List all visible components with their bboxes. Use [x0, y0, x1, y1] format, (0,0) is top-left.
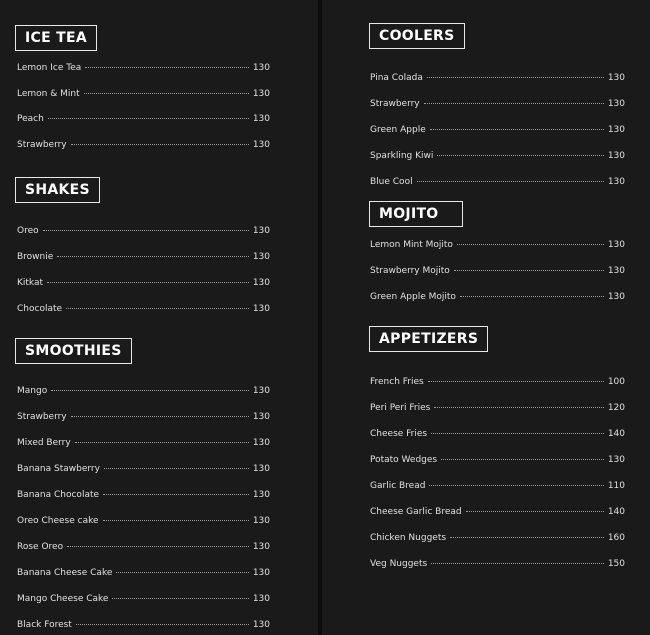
item-price: 130: [252, 412, 270, 422]
dot-leader: [76, 624, 249, 625]
item-price: 130: [252, 620, 270, 630]
dot-leader: [43, 230, 249, 231]
item-price: 130: [607, 151, 625, 161]
item-name: Potato Wedges: [370, 455, 438, 465]
item-name: Pina Colada: [370, 73, 423, 83]
dot-leader: [84, 93, 249, 94]
item-price: 130: [252, 464, 270, 474]
menu-item-lemon-mint: [17, 88, 270, 100]
item-name: Lemon & Mint: [17, 89, 80, 99]
item-price: 130: [252, 516, 270, 526]
item-price: 130: [252, 226, 270, 236]
menu-item-peri-peri-fries: [370, 402, 625, 414]
item-price: 130: [607, 240, 625, 250]
dot-leader: [457, 244, 604, 245]
dot-leader: [67, 546, 249, 547]
menu-item-veg-nuggets: [370, 558, 625, 570]
item-name: Chicken Nuggets: [370, 533, 447, 543]
dot-leader: [116, 572, 248, 573]
item-price: 150: [607, 559, 625, 569]
dot-leader: [85, 67, 249, 68]
item-name: Banana Cheese Cake: [17, 568, 113, 578]
menu-item-chocolate: [17, 303, 270, 315]
dot-leader: [57, 256, 249, 257]
item-name: Strawberry: [17, 140, 67, 150]
item-name: Banana Chocolate: [17, 490, 100, 500]
dot-leader: [429, 485, 603, 486]
dot-leader: [431, 563, 604, 564]
dot-leader: [417, 181, 604, 182]
dot-leader: [431, 433, 604, 434]
item-name: Oreo Cheese cake: [17, 516, 99, 526]
dot-leader: [424, 103, 604, 104]
item-name: Kitkat: [17, 278, 44, 288]
dot-leader: [48, 118, 249, 119]
item-price: 130: [252, 140, 270, 150]
item-name: Garlic Bread: [370, 481, 426, 491]
menu-item-french-fries: [370, 376, 625, 388]
dot-leader: [428, 381, 604, 382]
item-price: 140: [607, 429, 625, 439]
menu-item-green-apple-mojito: [370, 291, 625, 303]
menu-item-mango-cheese-cake: [17, 593, 270, 605]
section-heading-appetizers: APPETIZERS: [369, 326, 488, 352]
item-price: 130: [252, 594, 270, 604]
dot-leader: [103, 494, 249, 495]
dot-leader: [75, 442, 249, 443]
item-name: Sparkling Kiwi: [370, 151, 434, 161]
menu-item-lemon-mint-mojito: [370, 239, 625, 251]
menu-item-green-apple: [370, 124, 625, 136]
menu-item-lemon-ice-tea: [17, 62, 270, 74]
menu-item-chicken-nuggets: [370, 532, 625, 544]
item-name: Lemon Ice Tea: [17, 63, 82, 73]
item-price: 130: [607, 125, 625, 135]
section-heading-shakes: SHAKES: [15, 177, 100, 203]
item-name: Lemon Mint Mojito: [370, 240, 453, 250]
menu-item-mixed-berry: [17, 437, 270, 449]
menu-item-strawberry-smoothie: [17, 411, 270, 423]
menu-item-black-forest: [17, 619, 270, 631]
item-price: 130: [607, 99, 625, 109]
item-name: Mixed Berry: [17, 438, 71, 448]
menu-item-rose-oreo: [17, 541, 270, 553]
item-price: 130: [252, 63, 270, 73]
item-price: 130: [607, 266, 625, 276]
dot-leader: [112, 598, 248, 599]
item-name: Strawberry: [370, 99, 420, 109]
item-name: Mango Cheese Cake: [17, 594, 109, 604]
menu-item-sparkling-kiwi: [370, 150, 625, 162]
menu-item-cheese-garlic-bread: [370, 506, 625, 518]
dot-leader: [454, 270, 604, 271]
item-name: Peach: [17, 114, 44, 124]
menu-item-blue-cool: [370, 176, 625, 188]
item-price: 120: [607, 403, 625, 413]
dot-leader: [103, 520, 249, 521]
item-price: 110: [607, 481, 625, 491]
dot-leader: [71, 416, 249, 417]
menu-item-oreo-cheese-cake: [17, 515, 270, 527]
item-name: Brownie: [17, 252, 54, 262]
item-price: 130: [252, 438, 270, 448]
item-price: 130: [252, 89, 270, 99]
menu-item-banana-chocolate: [17, 489, 270, 501]
item-price: 140: [607, 507, 625, 517]
item-name: Banana Stawberry: [17, 464, 100, 474]
item-name: Black Forest: [17, 620, 72, 630]
menu-item-pina-colada: [370, 72, 625, 84]
menu-item-banana-cheese-cake: [17, 567, 270, 579]
menu-item-strawberry-tea: [17, 139, 270, 151]
item-name: Cheese Fries: [370, 429, 428, 439]
item-name: Strawberry: [17, 412, 67, 422]
menu-item-strawberry-mojito: [370, 265, 625, 277]
section-heading-ice-tea: ICE TEA: [15, 25, 97, 51]
item-price: 130: [607, 292, 625, 302]
dot-leader: [430, 129, 604, 130]
item-price: 130: [252, 386, 270, 396]
item-price: 130: [252, 278, 270, 288]
item-name: Green Apple: [370, 125, 426, 135]
item-price: 130: [252, 542, 270, 552]
dot-leader: [104, 468, 249, 469]
item-name: Mango: [17, 386, 48, 396]
item-name: Oreo: [17, 226, 39, 236]
menu-item-cheese-fries: [370, 428, 625, 440]
item-price: 130: [252, 252, 270, 262]
item-price: 130: [252, 114, 270, 124]
dot-leader: [47, 282, 249, 283]
dot-leader: [437, 155, 603, 156]
item-price: 130: [252, 304, 270, 314]
item-name: Veg Nuggets: [370, 559, 428, 569]
menu-item-oreo: [17, 225, 270, 237]
dot-leader: [460, 296, 604, 297]
section-heading-mojito: MOJITO: [369, 201, 463, 227]
section-heading-coolers: COOLERS: [369, 23, 465, 49]
menu-item-mango: [17, 385, 270, 397]
item-price: 130: [607, 177, 625, 187]
item-price: 160: [607, 533, 625, 543]
dot-leader: [427, 77, 604, 78]
item-name: Peri Peri Fries: [370, 403, 431, 413]
menu-item-kitkat: [17, 277, 270, 289]
menu-item-potato-wedges: [370, 454, 625, 466]
dot-leader: [450, 537, 604, 538]
dot-leader: [51, 390, 249, 391]
item-name: Blue Cool: [370, 177, 413, 187]
menu-item-brownie: [17, 251, 270, 263]
item-name: Green Apple Mojito: [370, 292, 456, 302]
item-name: Chocolate: [17, 304, 63, 314]
item-name: Cheese Garlic Bread: [370, 507, 462, 517]
section-heading-smoothies: SMOOTHIES: [15, 338, 132, 364]
item-price: 130: [607, 455, 625, 465]
item-name: Rose Oreo: [17, 542, 64, 552]
menu-item-peach: [17, 113, 270, 125]
item-price: 130: [252, 568, 270, 578]
dot-leader: [441, 459, 604, 460]
item-price: 130: [252, 490, 270, 500]
item-price: 100: [607, 377, 625, 387]
item-name: French Fries: [370, 377, 424, 387]
item-name: Strawberry Mojito: [370, 266, 450, 276]
item-price: 130: [607, 73, 625, 83]
menu-item-strawberry-cooler: [370, 98, 625, 110]
dot-leader: [434, 407, 603, 408]
menu-item-garlic-bread: [370, 480, 625, 492]
dot-leader: [66, 308, 249, 309]
dot-leader: [71, 144, 249, 145]
menu-item-banana-stawberry: [17, 463, 270, 475]
dot-leader: [466, 511, 604, 512]
